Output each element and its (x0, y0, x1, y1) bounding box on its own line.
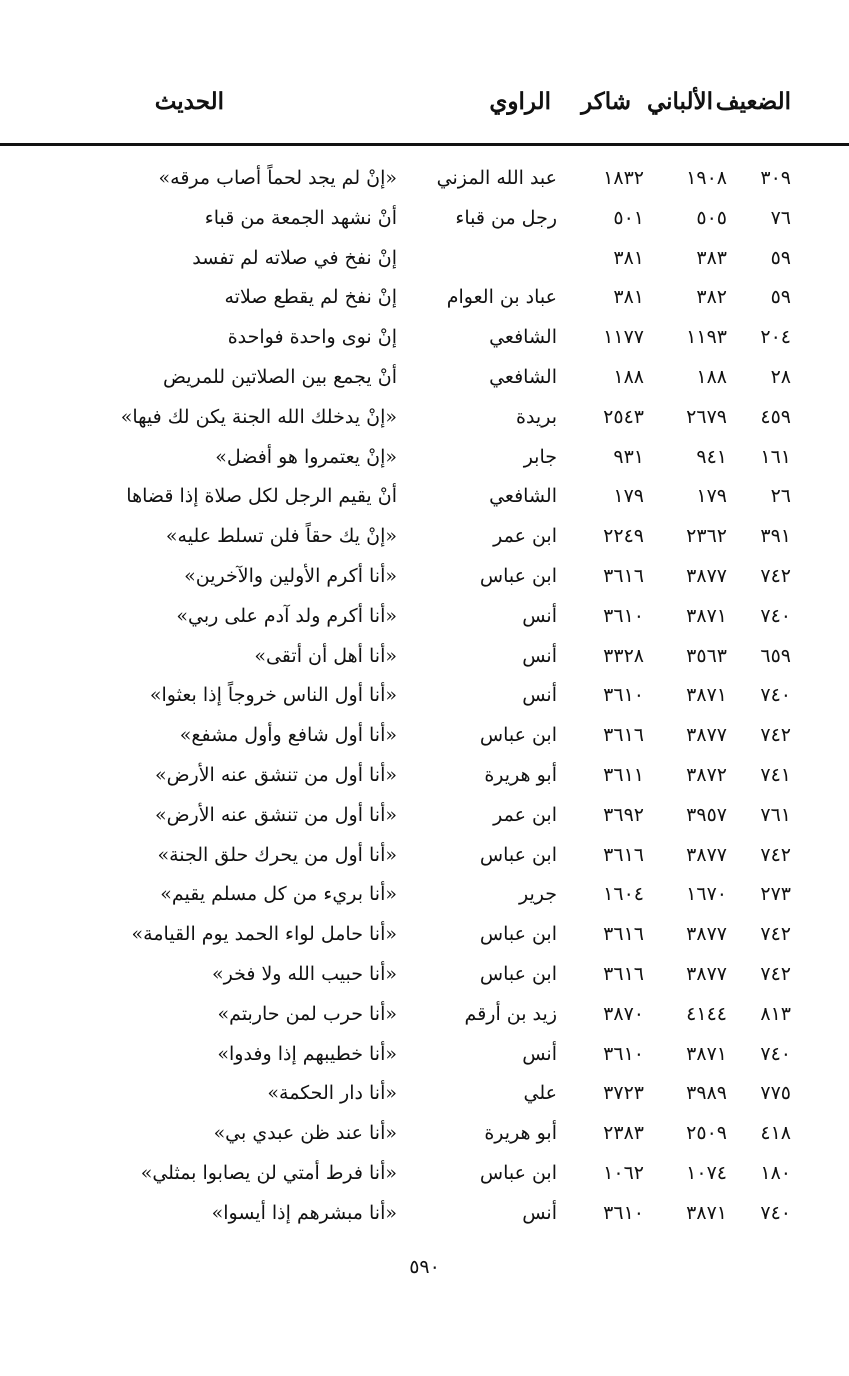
cell-hadith: «أنا أول الناس خروجاً إذا بعثوا» (149, 684, 397, 707)
cell-shakir: ٣٧٢٣ (603, 1082, 644, 1105)
cell-shakir: ٣٦٩٢ (603, 803, 644, 826)
cell-shakir: ٣٦١٦ (603, 564, 644, 587)
header-hadith: الحديث (154, 88, 224, 115)
table-row (0, 800, 849, 840)
table-row (0, 1198, 849, 1238)
cell-albani: ٣٨٧٧ (686, 724, 727, 747)
cell-rawi: ابن عمر (493, 803, 557, 826)
cell-hadith: «أنا أكرم الأولين والآخرين» (184, 564, 397, 587)
table-row (0, 601, 849, 641)
cell-shakir: ٣٦١٠ (603, 1042, 644, 1065)
cell-daif: ٧٦١ (760, 803, 791, 826)
cell-daif: ٧٤٠ (760, 1042, 791, 1065)
cell-daif: ٥٩ (770, 246, 791, 269)
header-rule (0, 143, 849, 146)
table-row (0, 561, 849, 601)
table-row (0, 521, 849, 561)
cell-hadith: «أنا عند ظن عبدي بي» (213, 1122, 397, 1145)
cell-albani: ٤١٤٤ (686, 1002, 727, 1025)
table-row (0, 442, 849, 482)
cell-rawi: أنس (522, 604, 557, 627)
cell-shakir: ١٦٠٤ (603, 883, 644, 906)
cell-albani: ١٩٠٨ (686, 167, 727, 189)
cell-daif: ٦٥٩ (760, 644, 791, 667)
header-rawi: الراوي (489, 88, 551, 115)
cell-rawi: ابن عمر (493, 525, 557, 548)
table-row (0, 402, 849, 442)
table-row (0, 879, 849, 919)
cell-albani: ٢٦٧٩ (686, 405, 727, 428)
cell-daif: ٣٩١ (760, 525, 791, 548)
table-row (0, 1118, 849, 1158)
cell-rawi: ابن عباس (479, 923, 557, 946)
cell-albani: ٣٩٥٧ (686, 803, 727, 826)
cell-albani: ٣٨٢ (696, 286, 727, 309)
table-row (0, 282, 849, 322)
cell-hadith: «إنْ يك حقاً فلن تسلط عليه» (165, 525, 397, 548)
cell-shakir: ٣٣٢٨ (603, 644, 644, 667)
cell-shakir: ٣٦١٦ (603, 724, 644, 747)
cell-daif: ٥٩ (770, 286, 791, 309)
cell-rawi: عبد الله المزني (436, 167, 557, 189)
cell-hadith: «أنا فرط أمتي لن يصابوا بمثلي» (140, 1161, 397, 1184)
cell-rawi: ابن عباس (479, 724, 557, 747)
cell-daif: ٣٠٩ (760, 167, 791, 189)
cell-albani: ١٨٨ (696, 365, 727, 388)
cell-hadith: «أنا حرب لمن حاربتم» (217, 1002, 397, 1025)
cell-shakir: ١١٧٧ (603, 326, 644, 349)
header-albani: الألباني (646, 88, 713, 115)
cell-shakir: ٣٨٧٠ (603, 1002, 644, 1025)
cell-hadith: «أنا أول من تنشق عنه الأرض» (154, 763, 397, 786)
cell-daif: ٧٤٢ (760, 923, 791, 946)
cell-rawi: الشافعي (489, 326, 557, 349)
cell-rawi: ابن عباس (479, 1161, 557, 1184)
table-row (0, 840, 849, 880)
cell-hadith: «أنا حبيب الله ولا فخر» (211, 962, 397, 985)
cell-shakir: ٣٦١١ (603, 763, 644, 786)
cell-hadith: «إنْ لم يجد لحماً أصاب مرقه» (158, 167, 397, 189)
cell-daif: ١٨٠ (760, 1161, 791, 1184)
cell-hadith: «أنا أهل أن أتقى» (254, 644, 397, 667)
cell-albani: ٣٨٣ (696, 246, 727, 269)
cell-hadith: أنْ يجمع بين الصلاتين للمريض (162, 365, 397, 388)
cell-hadith: «أنا دار الحكمة» (267, 1082, 397, 1105)
cell-albani: ٣٨٧٧ (686, 962, 727, 985)
table-row (0, 362, 849, 402)
table-row (0, 760, 849, 800)
cell-hadith: «أنا خطيبهم إذا وفدوا» (217, 1042, 397, 1065)
cell-albani: ٣٨٧١ (686, 1201, 727, 1224)
cell-shakir: ٣٦١٦ (603, 843, 644, 866)
cell-daif: ٢٧٣ (760, 883, 791, 906)
cell-shakir: ٣٨١ (613, 286, 644, 309)
cell-albani: ٥٠٥ (696, 206, 727, 229)
cell-rawi: الشافعي (489, 485, 557, 508)
table-row (0, 163, 849, 203)
cell-hadith: «أنا أول من تنشق عنه الأرض» (154, 803, 397, 826)
cell-rawi: بريدة (516, 405, 557, 428)
cell-daif: ٤١٨ (760, 1122, 791, 1145)
table-row (0, 203, 849, 243)
cell-albani: ١٧٩ (696, 485, 727, 508)
cell-shakir: ٩٣١ (613, 445, 644, 468)
cell-albani: ٢٣٦٢ (686, 525, 727, 548)
cell-rawi: ابن عباس (479, 962, 557, 985)
cell-rawi: أنس (522, 1201, 557, 1224)
cell-shakir: ١٠٦٢ (603, 1161, 644, 1184)
cell-hadith: «أنا أول من يحرك حلق الجنة» (157, 843, 397, 866)
cell-shakir: ٢٣٨٣ (603, 1122, 644, 1145)
table-row (0, 959, 849, 999)
cell-rawi: جابر (523, 445, 557, 468)
cell-albani: ٣٥٦٣ (686, 644, 727, 667)
cell-hadith: «أنا مبشرهم إذا أيسوا» (211, 1201, 397, 1224)
cell-daif: ٧٤٠ (760, 604, 791, 627)
cell-rawi: علي (523, 1082, 557, 1105)
cell-albani: ٣٨٧٧ (686, 923, 727, 946)
table-row (0, 1078, 849, 1118)
cell-rawi: الشافعي (489, 365, 557, 388)
cell-daif: ٧٤٠ (760, 1201, 791, 1224)
cell-hadith: «إنْ يعتمروا هو أفضل» (215, 445, 397, 468)
cell-shakir: ١٨٣٢ (603, 167, 644, 189)
cell-shakir: ٢٢٤٩ (603, 525, 644, 548)
cell-hadith: «أنا أول شافع وأول مشفع» (179, 724, 397, 747)
cell-albani: ٣٨٧٧ (686, 564, 727, 587)
cell-rawi: ابن عباس (479, 564, 557, 587)
cell-daif: ٢٦ (770, 485, 791, 508)
cell-albani: ٣٨٧١ (686, 684, 727, 707)
cell-daif: ٧٤٢ (760, 724, 791, 747)
cell-daif: ٧٤١ (760, 763, 791, 786)
cell-hadith: إنْ نفخ لم يقطع صلاته (224, 286, 397, 309)
cell-rawi: جرير (519, 883, 557, 906)
cell-shakir: ٣٦١٠ (603, 1201, 644, 1224)
cell-albani: ١١٩٣ (686, 326, 727, 349)
cell-shakir: ١٨٨ (613, 365, 644, 388)
cell-daif: ٧٤٢ (760, 564, 791, 587)
cell-daif: ٧٤٢ (760, 843, 791, 866)
cell-daif: ٧٤٠ (760, 684, 791, 707)
header-daif: الضعيف (715, 88, 791, 115)
cell-hadith: إنْ نوى واحدة فواحدة (227, 326, 397, 349)
cell-hadith: أنْ يقيم الرجل لكل صلاة إذا قضاها (126, 485, 397, 508)
hadith-index-table (0, 163, 849, 1238)
cell-rawi: أنس (522, 1042, 557, 1065)
cell-rawi: زيد بن أرقم (464, 1002, 557, 1025)
cell-shakir: ٣٨١ (613, 246, 644, 269)
cell-daif: ٧٧٥ (760, 1082, 791, 1105)
cell-albani: ٣٨٧١ (686, 1042, 727, 1065)
cell-rawi: أبو هريرة (484, 1122, 557, 1145)
cell-rawi: أنس (522, 684, 557, 707)
header-shakir: شاكر (581, 88, 631, 115)
page-number: ٥٩٠ (409, 1256, 440, 1278)
table-row (0, 243, 849, 283)
table-row (0, 919, 849, 959)
table-row (0, 1158, 849, 1198)
cell-albani: ٣٩٨٩ (686, 1082, 727, 1105)
cell-hadith: «أنا بريء من كل مسلم يقيم» (160, 883, 397, 906)
cell-daif: ٧٦ (770, 206, 791, 229)
cell-rawi: أبو هريرة (484, 763, 557, 786)
cell-rawi: رجل من قباء (455, 206, 557, 229)
cell-albani: ٩٤١ (696, 445, 727, 468)
table-row (0, 322, 849, 362)
cell-rawi: عباد بن العوام (446, 286, 557, 309)
cell-hadith: أنْ نشهد الجمعة من قباء (204, 206, 397, 229)
cell-albani: ٣٨٧١ (686, 604, 727, 627)
cell-daif: ٨١٣ (760, 1002, 791, 1025)
cell-albani: ١٦٧٠ (686, 883, 727, 906)
cell-albani: ١٠٧٤ (686, 1161, 727, 1184)
table-header (0, 88, 849, 132)
cell-hadith: «إنْ يدخلك الله الجنة يكن لك فيها» (120, 405, 397, 428)
cell-hadith: «أنا حامل لواء الحمد يوم القيامة» (131, 923, 397, 946)
cell-shakir: ٥٠١ (613, 206, 644, 229)
cell-shakir: ٣٦١٠ (603, 604, 644, 627)
table-row (0, 720, 849, 760)
cell-daif: ١٦١ (760, 445, 791, 468)
cell-rawi: أنس (522, 644, 557, 667)
cell-hadith: إنْ نفخ في صلاته لم تفسد (192, 246, 397, 269)
table-row (0, 1039, 849, 1079)
cell-albani: ٣٨٧٢ (686, 763, 727, 786)
cell-shakir: ٢٥٤٣ (603, 405, 644, 428)
cell-shakir: ١٧٩ (613, 485, 644, 508)
table-row (0, 641, 849, 681)
cell-daif: ٤٥٩ (760, 405, 791, 428)
cell-shakir: ٣٦١٠ (603, 684, 644, 707)
cell-albani: ٢٥٠٩ (686, 1122, 727, 1145)
table-row (0, 999, 849, 1039)
table-row (0, 481, 849, 521)
cell-shakir: ٣٦١٦ (603, 923, 644, 946)
cell-daif: ٧٤٢ (760, 962, 791, 985)
cell-albani: ٣٨٧٧ (686, 843, 727, 866)
cell-shakir: ٣٦١٦ (603, 962, 644, 985)
cell-rawi: ابن عباس (479, 843, 557, 866)
cell-hadith: «أنا أكرم ولد آدم على ربي» (176, 604, 397, 627)
table-row (0, 680, 849, 720)
cell-daif: ٢٠٤ (760, 326, 791, 349)
cell-daif: ٢٨ (770, 365, 791, 388)
